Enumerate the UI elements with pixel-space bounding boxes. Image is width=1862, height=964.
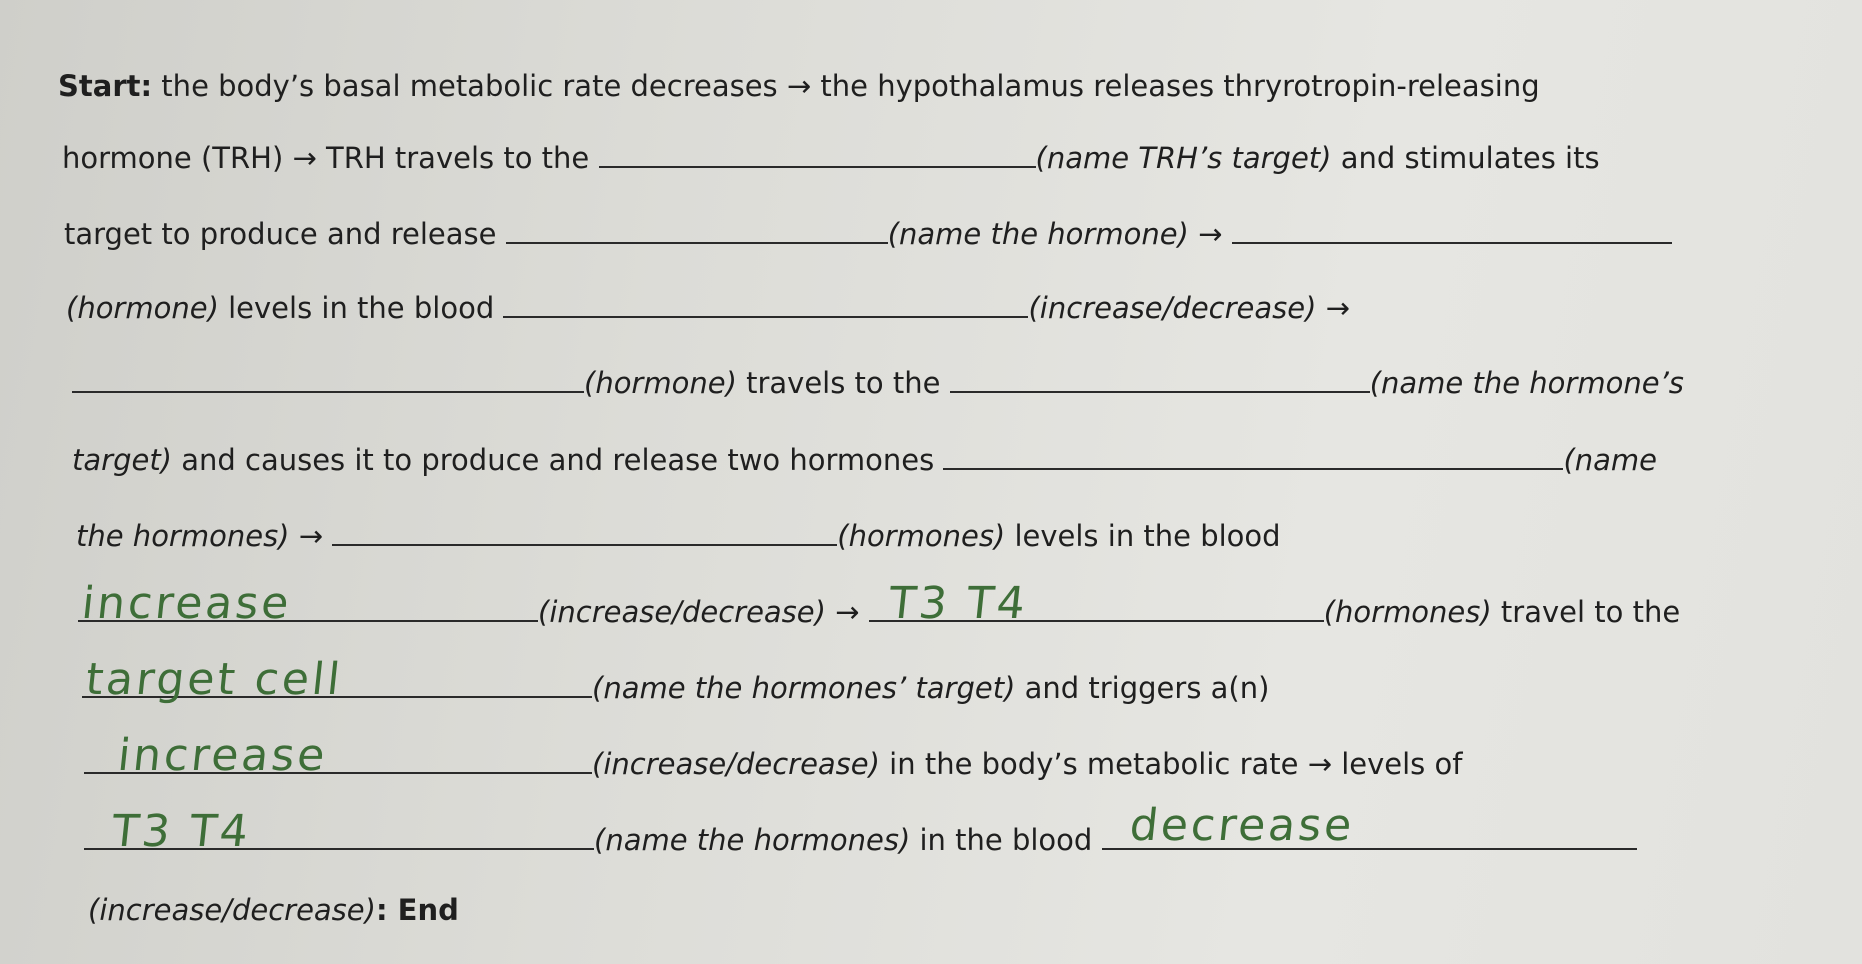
handwritten-target-cell: target cell (83, 654, 346, 705)
blank-level-4[interactable] (1102, 800, 1637, 851)
line-11: T3 T4 (name the hormones) in the blood decrease (84, 822, 1637, 858)
line-8: increase (increase/decrease) → T3 T4 (hormones) travel to the (79, 578, 1681, 629)
line-7: the hormones) → (hormones) levels in the blood (76, 519, 1281, 553)
blank-hormone-target[interactable] (950, 365, 1370, 393)
blank-trh-target[interactable] (599, 140, 1036, 168)
blank-level-1[interactable] (503, 290, 1028, 318)
blank-hormone-3[interactable] (72, 365, 584, 393)
blank-hormones-1[interactable] (332, 518, 837, 546)
blank-hormones-2[interactable] (869, 578, 1324, 629)
line-3: target to produce and release (name the hormone) → (64, 216, 1672, 252)
blank-hormone-2[interactable] (1232, 216, 1672, 244)
blank-hormones-3[interactable] (84, 806, 594, 857)
line-4: (hormone) levels in the blood (increase/decrease) → (66, 291, 1350, 325)
blank-hormone-1[interactable] (506, 216, 888, 244)
line-10: increase (increase/decrease) in the body’s metabolic rate → levels of (84, 746, 1462, 782)
blank-level-2[interactable] (78, 578, 538, 629)
blank-two-hormones[interactable] (943, 442, 1563, 470)
line-6: target) and causes it to produce and release two hormones (name (72, 443, 1658, 477)
handwritten-increase-2: increase (115, 730, 331, 781)
line-12: (increase/decrease): End (88, 893, 459, 927)
line-2: hormone (TRH) → TRH travels to the (name TRH’s target) and stimulates its (62, 141, 1600, 175)
blank-level-3[interactable] (84, 730, 592, 781)
line-5: (hormone) travels to the (name the hormone’s (72, 365, 1684, 401)
handwritten-increase-1: increase (79, 578, 295, 629)
handwritten-t3-t4-1: T3 T4 (886, 578, 1031, 629)
line-9: target cell (name the hormones’ target) and triggers a(n) (83, 654, 1270, 705)
handwritten-decrease: decrease (1126, 800, 1357, 851)
start-label: Start: (58, 69, 153, 103)
line-1: Start: the body’s basal metabolic rate decreases → the hypothalamus releases thryrotropin-releasing (58, 69, 1540, 103)
handwritten-t3-t4-2: T3 T4 (109, 806, 254, 857)
blank-hormones-target[interactable] (82, 654, 592, 705)
